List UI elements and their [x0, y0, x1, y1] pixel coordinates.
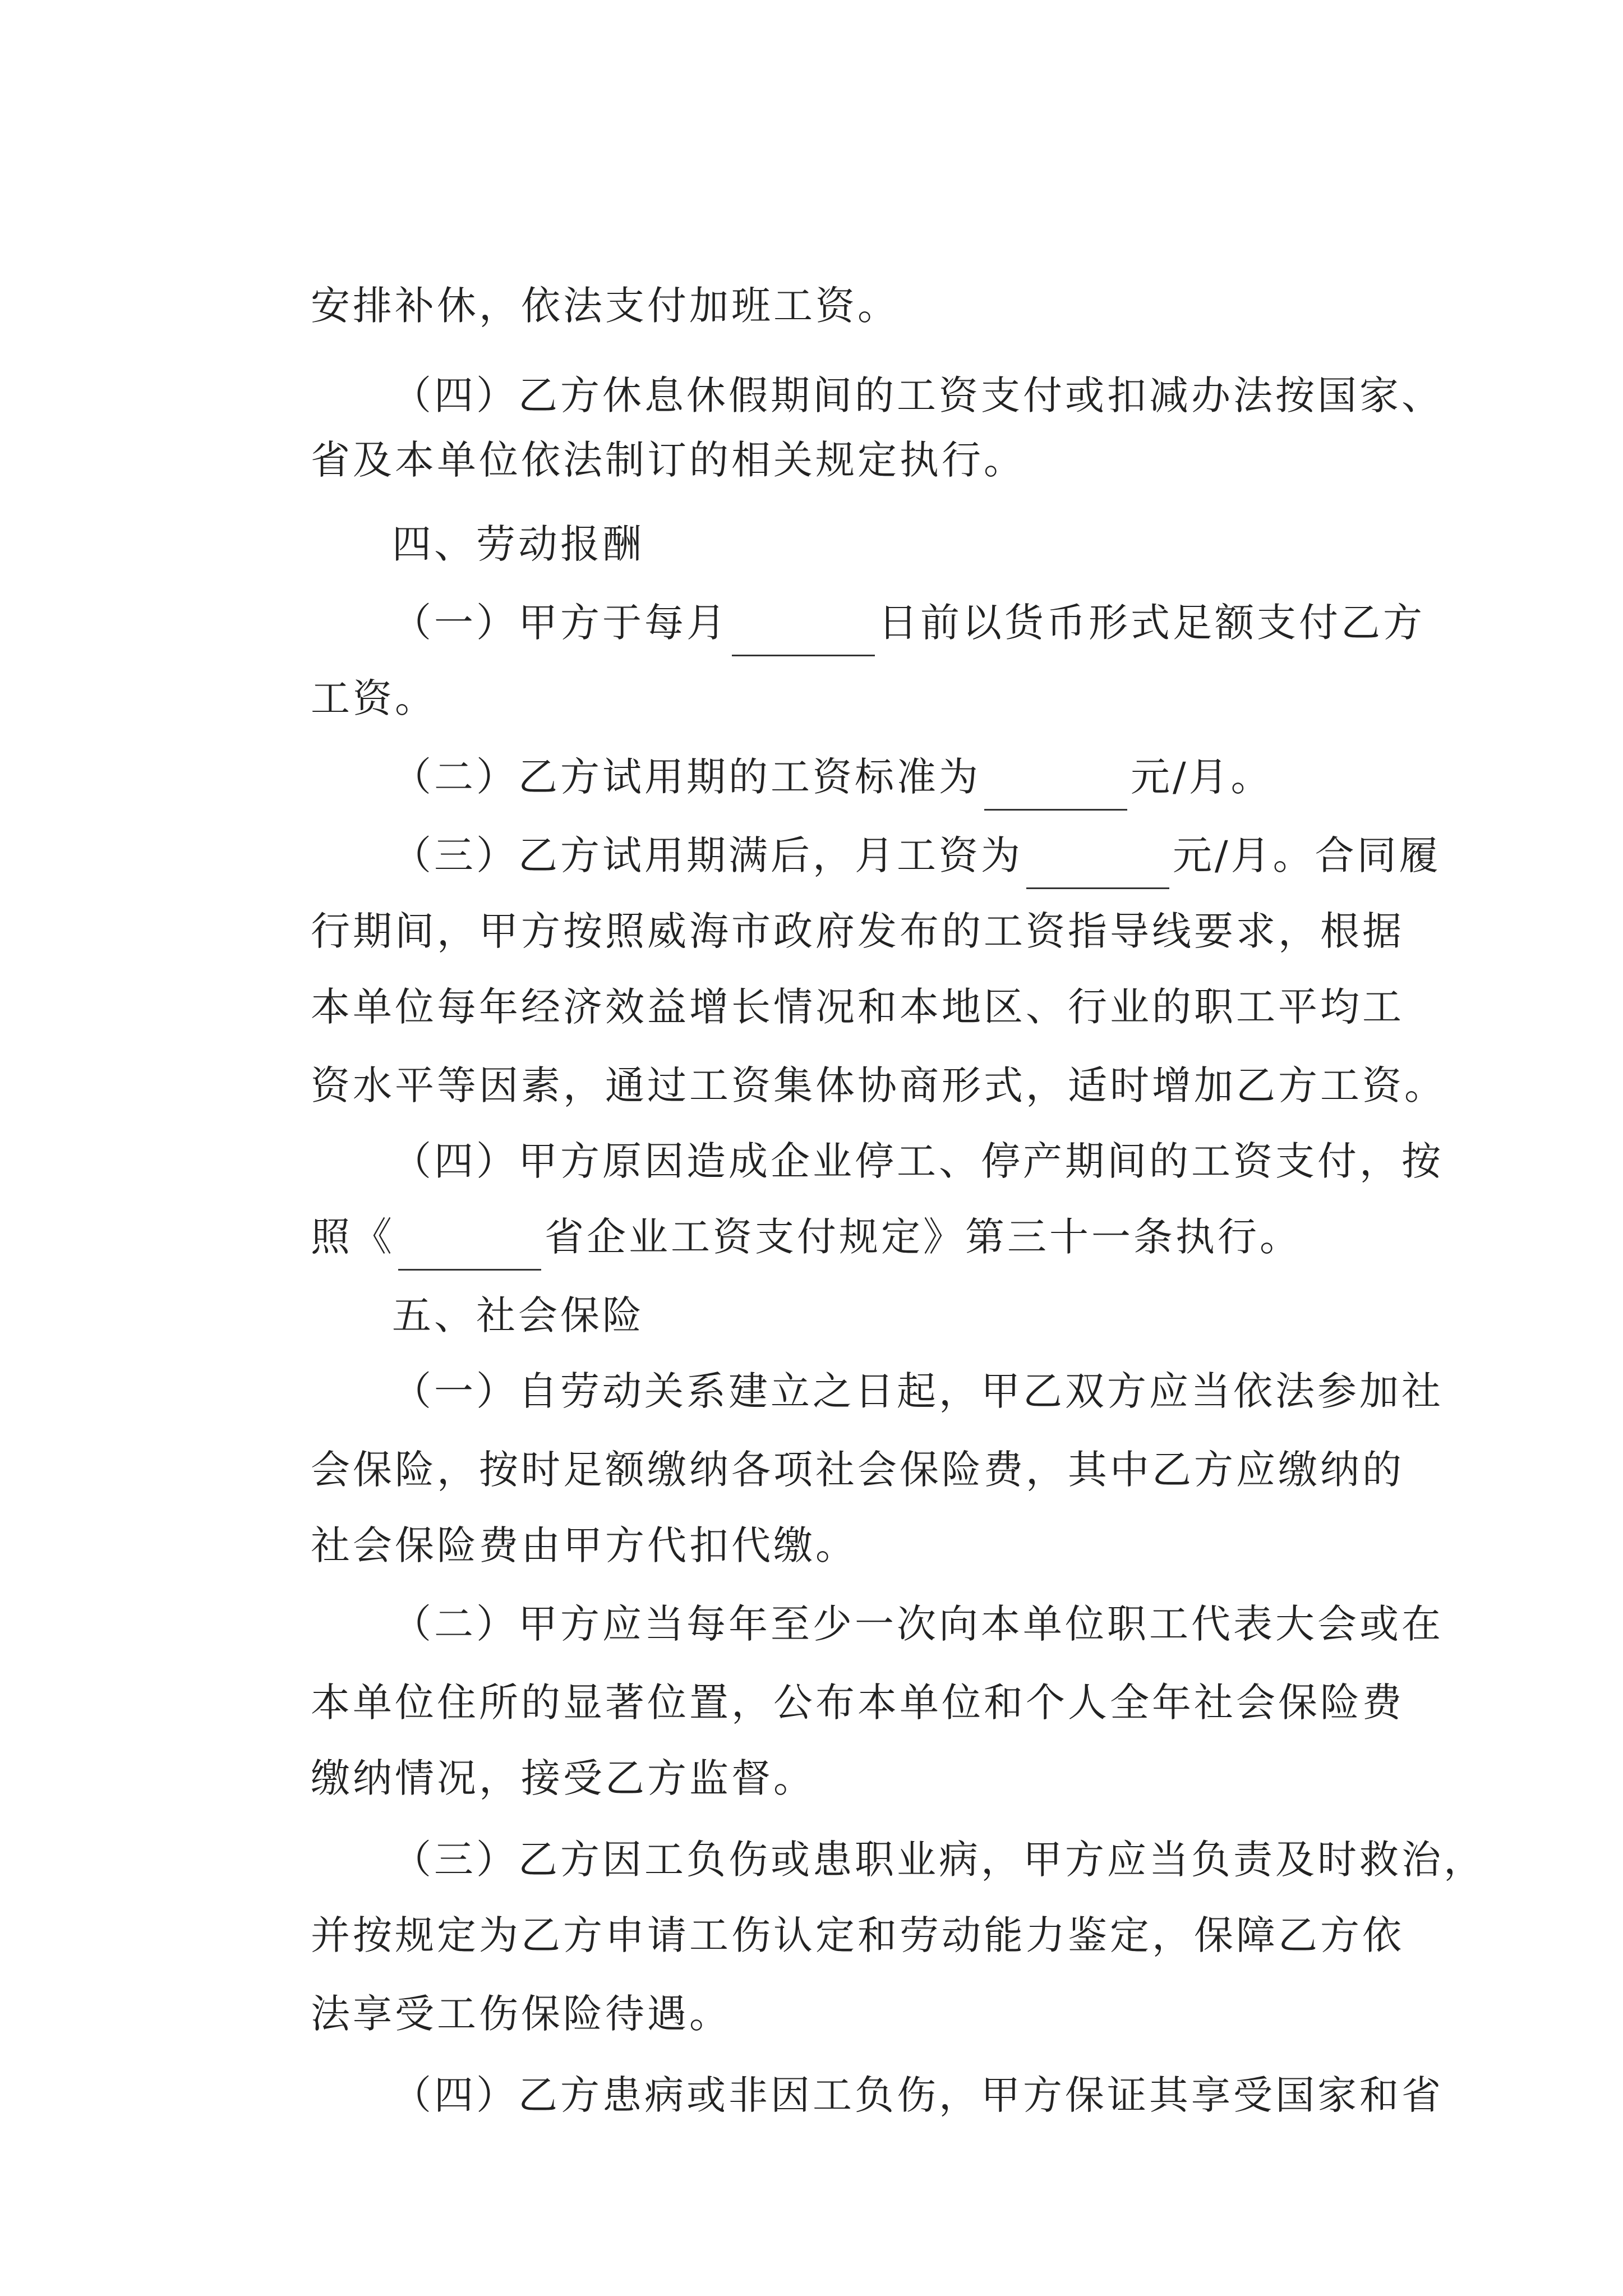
line-text: （一）自劳动关系建立之日起，甲乙双方应当依法参加社 — [392, 1368, 1444, 1414]
text-line — [0, 1369, 1623, 1493]
line-text: （四）乙方休息休假期间的工资支付或扣减办法按国家、 — [392, 372, 1444, 418]
line-text: 日前以货币形式足额支付乙方 — [878, 600, 1426, 646]
text-line — [0, 295, 1623, 418]
section-heading — [0, 443, 1623, 567]
line-text: 本单位每年经济效益增长情况和本地区、行业的职工平均工 — [311, 984, 1405, 1030]
heading-text: 四、劳动报酬 — [392, 521, 645, 567]
line-text: 社会保险费由甲方代扣代缴。 — [311, 1522, 858, 1568]
line-text: 省企业工资支付规定》第三十一条执行。 — [545, 1214, 1302, 1260]
text-line — [0, 597, 1623, 721]
text-line — [0, 754, 1623, 878]
line-text: 行期间，甲方按照威海市政府发布的工资指导线要求，根据 — [311, 908, 1405, 954]
line-text: 省及本单位依法制订的相关规定执行。 — [311, 437, 1026, 483]
section-heading — [0, 1214, 1623, 1338]
text-line — [0, 1444, 1623, 1568]
line-text: 法享受工伤保险待遇。 — [311, 1991, 732, 2037]
text-line — [0, 1759, 1623, 1883]
line-text: （二）乙方试用期的工资标准为 — [392, 754, 981, 800]
text-line — [0, 984, 1623, 1108]
text-line — [0, 676, 1623, 800]
text-line — [0, 1834, 1623, 1958]
text-line — [0, 906, 1623, 1030]
text-line — [0, 1602, 1623, 1726]
text-line — [0, 1913, 1623, 2037]
text-line — [0, 1994, 1623, 2118]
line-text: （一）甲方于每月 — [392, 600, 729, 646]
text-line — [0, 205, 1623, 329]
line-text: 元/月。合同履 — [1173, 832, 1441, 878]
text-line — [0, 1060, 1623, 1184]
line-text: （四）乙方患病或非因工负伤，甲方保证其享受国家和省 — [392, 2072, 1444, 2118]
line-text: 缴纳情况，接受乙方监督。 — [311, 1755, 816, 1801]
text-line — [0, 522, 1623, 646]
line-text: 照《 — [311, 1214, 395, 1260]
line-text: （三）乙方试用期满后，月工资为 — [392, 832, 1023, 878]
text-line — [0, 1523, 1623, 1647]
line-text: 元/月。 — [1131, 754, 1273, 800]
text-line — [0, 830, 1623, 954]
line-text: 会保险，按时足额缴纳各项社会保险费，其中乙方应缴纳的 — [311, 1447, 1405, 1493]
line-text: 并按规定为乙方申请工伤认定和劳动能力鉴定，保障乙方依 — [311, 1912, 1405, 1958]
heading-text: 五、社会保险 — [392, 1292, 645, 1338]
line-text: 工资。 — [311, 675, 437, 721]
text-line — [0, 1677, 1623, 1801]
text-line — [0, 1290, 1623, 1414]
line-text: （四）甲方原因造成企业停工、停产期间的工资支付，按 — [392, 1138, 1444, 1184]
text-line — [0, 1136, 1623, 1260]
line-text: 本单位住所的显著位置，公布本单位和个人全年社会保险费 — [311, 1680, 1405, 1726]
line-text: 安排补休，依法支付加班工资。 — [311, 283, 900, 329]
line-text: 资水平等因素，通过工资集体协商形式，适时增加乙方工资。 — [311, 1062, 1447, 1108]
text-line — [0, 359, 1623, 483]
line-text: （三）乙方因工负伤或患职业病，甲方应当负责及时救治， — [392, 1837, 1486, 1883]
line-text: （二）甲方应当每年至少一次向本单位职工代表大会或在 — [392, 1601, 1444, 1647]
